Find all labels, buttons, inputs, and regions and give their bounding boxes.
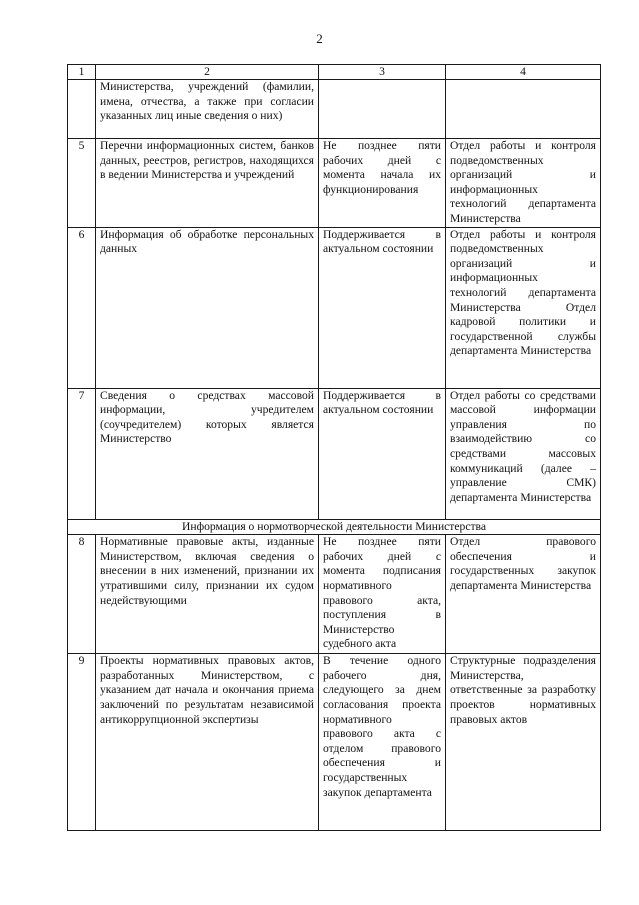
info-type-cell: Министерства, учреждений (фамилии, имена, отчества, а также при согласии указанных лиц иные сведения о них)	[96, 80, 319, 139]
table-header-row	[68, 65, 601, 80]
info-type-cell: Сведения о средствах массовой информации, учредителем (соучредителем) которых является Министерство	[96, 388, 319, 519]
responsible-cell: Отдел правового обеспечения и государственных закупок департамента Министерства	[446, 535, 601, 654]
responsible-cell: Структурные подразделения Министерства, ответственные за разработку проектов нормативных правовых актов	[446, 654, 601, 831]
header-col-3: 3	[319, 65, 446, 80]
deadline-cell: В течение одного рабочего дня, следующего за днем согласования проекта нормативного правового акта с отделом правового обеспечения и государственных закупок департамента	[319, 654, 446, 831]
table-row	[68, 388, 601, 519]
row-number-cell: 7	[68, 388, 96, 519]
section-header-row	[68, 519, 601, 535]
info-type-cell: Перечни информационных систем, банков данных, реестров, регистров, находящихся в ведении Министерства и учреждений	[96, 139, 319, 228]
responsible-cell: Отдел работы со средствами массовой информации управления по взаимодействию со средствами массовых коммуникаций (далее – управление СМК) департамента Министерства	[446, 388, 601, 519]
section-title: Информация о нормотворческой деятельности Министерства	[68, 519, 601, 535]
deadline-cell: Не позднее пяти рабочих дней с момента начала их функционирования	[319, 139, 446, 228]
responsible-cell	[446, 80, 601, 139]
row-number-cell: 6	[68, 227, 96, 388]
deadline-cell: Поддерживается в актуальном состоянии	[319, 388, 446, 519]
header-col-4: 4	[446, 65, 601, 80]
deadline-cell: Не позднее пяти рабочих дней с момента подписания нормативного правового акта, поступления в Министерство судебного акта	[319, 535, 446, 654]
page-number: 2	[316, 31, 323, 46]
table-row-continuation	[68, 80, 601, 139]
deadline-cell	[319, 80, 446, 139]
header-col-2: 2	[96, 65, 319, 80]
table-row	[68, 139, 601, 228]
row-number-cell: 9	[68, 654, 96, 831]
info-type-cell: Информация об обработке персональных данных	[96, 227, 319, 388]
row-number-cell	[68, 80, 96, 139]
row-number-cell: 5	[68, 139, 96, 228]
responsible-cell: Отдел работы и контроля подведомственных организаций и информационных технологий департамента Министерства	[446, 139, 601, 228]
information-table	[67, 64, 601, 831]
deadline-cell: Поддерживается в актуальном состоянии	[319, 227, 446, 388]
info-type-cell: Нормативные правовые акты, изданные Министерством, включая сведения о внесении в них изменений, признании их утратившими силу, признании их судом недействующими	[96, 535, 319, 654]
table-row	[68, 227, 601, 388]
responsible-cell: Отдел работы и контроля подведомственных организаций и информационных технологий департамента Министерства Отдел кадровой политики и государственной службы департамента Министерства	[446, 227, 601, 388]
row-number-cell: 8	[68, 535, 96, 654]
table-row	[68, 535, 601, 654]
info-type-cell: Проекты нормативных правовых актов, разработанных Министерством, с указанием дат начала и окончания приема заключений по результатам независимой антикоррупционной экспертизы	[96, 654, 319, 831]
header-col-1: 1	[68, 65, 96, 80]
table-row	[68, 654, 601, 831]
